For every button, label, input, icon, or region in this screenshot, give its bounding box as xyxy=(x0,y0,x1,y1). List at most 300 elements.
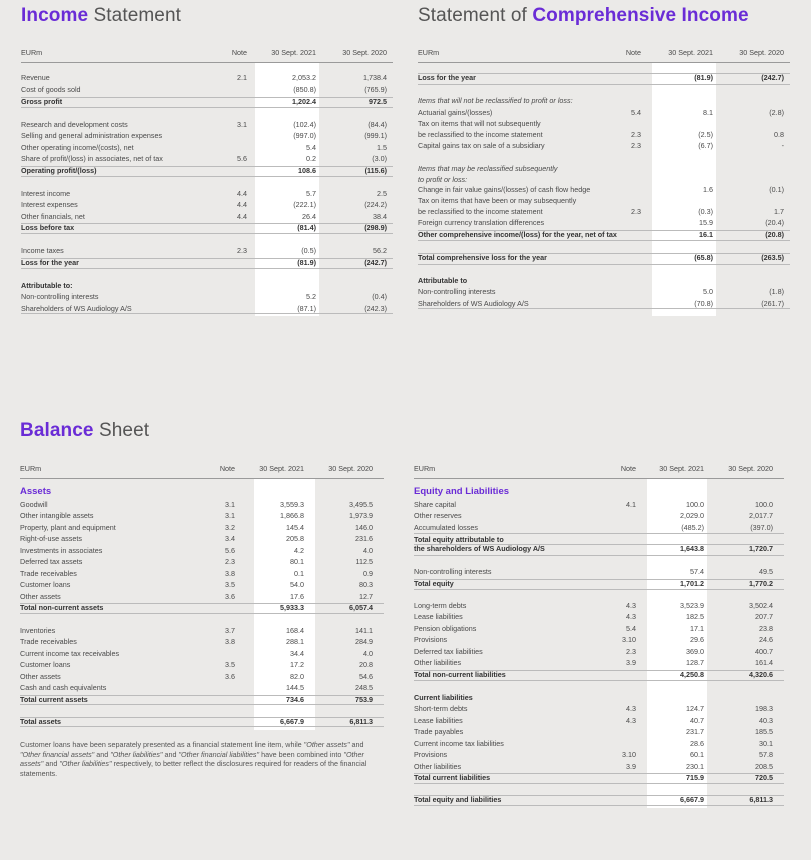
row-label: Investments in associates xyxy=(20,546,103,555)
header-2020: 30 Sept. 2020 xyxy=(739,48,784,57)
row-label: Operating profit/(loss) xyxy=(21,166,97,175)
value-2020: 1,973.9 xyxy=(349,511,373,520)
row-label: Non-controlling interests xyxy=(414,567,492,576)
section-rule xyxy=(414,680,784,681)
value-2020: (298.9) xyxy=(364,223,387,232)
row-label: Shareholders of WS Audiology A/S xyxy=(21,304,132,313)
header-2021: 30 Sept. 2021 xyxy=(259,464,304,473)
row-label: Capital gains tax on sale of a subsidiary xyxy=(418,141,545,150)
balance-footnote xyxy=(20,740,384,778)
value-2021: 144.5 xyxy=(286,683,304,692)
value-2021: 4.2 xyxy=(294,546,304,555)
value-2020: (242.7) xyxy=(364,258,387,267)
value-2021: (102.4) xyxy=(293,120,316,129)
value-2020: 40.3 xyxy=(759,716,773,725)
subtotal-rule xyxy=(418,230,790,231)
value-2020: (397.0) xyxy=(750,523,773,532)
row-note: 3.1 xyxy=(225,500,235,509)
row-label: Other liabilities xyxy=(414,762,462,771)
row-note: 3.2 xyxy=(225,523,235,532)
row-label: Total equity attributable to xyxy=(414,535,504,544)
value-2021: (87.1) xyxy=(297,304,316,313)
value-2021: 1,643.8 xyxy=(680,544,704,553)
balance-equity-liabilities-table xyxy=(414,460,784,808)
assets-section-title: Assets xyxy=(20,486,52,497)
value-2021: 54.0 xyxy=(290,580,304,589)
subtotal-rule xyxy=(414,579,784,580)
row-label: Interest expenses xyxy=(21,200,78,209)
header-rule xyxy=(414,478,784,479)
value-2021: (850.8) xyxy=(293,85,316,94)
value-2020: 4,320.6 xyxy=(749,670,773,679)
row-label: Items that will not be reclassified to profit or loss: xyxy=(418,96,573,105)
row-note: 3.10 xyxy=(622,635,636,644)
row-label: Trade receivables xyxy=(20,569,77,578)
value-2021: 26.4 xyxy=(302,212,316,221)
header-2020: 30 Sept. 2020 xyxy=(328,464,373,473)
row-label: Property, plant and equipment xyxy=(20,523,116,532)
section-rule xyxy=(21,107,393,108)
row-label: Total current assets xyxy=(20,695,88,704)
section-rule xyxy=(414,533,784,534)
subtotal-rule xyxy=(418,73,790,74)
value-2021: 28.6 xyxy=(690,739,704,748)
value-2020: 185.5 xyxy=(755,727,773,736)
value-2021: 29.6 xyxy=(690,635,704,644)
value-2020: (999.1) xyxy=(364,131,387,140)
row-label: Customer loans xyxy=(20,580,71,589)
row-label: Accumulated losses xyxy=(414,523,478,532)
value-2021: 1,701.2 xyxy=(680,579,704,588)
value-2020: (20.8) xyxy=(765,230,784,239)
value-2020: - xyxy=(781,141,784,150)
value-2020: 207.7 xyxy=(755,612,773,621)
subtotal-rule xyxy=(21,258,393,259)
row-label: Attributable to: xyxy=(21,281,73,290)
row-label: Shareholders of WS Audiology A/S xyxy=(418,299,529,308)
header-rule xyxy=(21,62,393,63)
row-label: Non-controlling interests xyxy=(21,292,99,301)
row-label: Tax on items that will not subsequently xyxy=(418,119,541,128)
value-2021: 60.1 xyxy=(690,750,704,759)
subtotal-rule xyxy=(414,544,784,545)
row-label: Other assets xyxy=(20,592,61,601)
section-rule xyxy=(418,264,790,265)
value-2021: 128.7 xyxy=(686,658,704,667)
row-label: Share of profit/(loss) in associates, net of tax xyxy=(21,154,163,163)
row-note: 4.3 xyxy=(626,704,636,713)
row-label: Current liabilities xyxy=(414,693,473,702)
value-2020: 30.1 xyxy=(759,739,773,748)
value-2020: 0.9 xyxy=(363,569,373,578)
row-label: Provisions xyxy=(414,750,448,759)
value-2021: 5.2 xyxy=(306,292,316,301)
value-2021: 6,667.9 xyxy=(680,795,704,804)
value-2021: 0.1 xyxy=(294,569,304,578)
row-note: 3.9 xyxy=(626,762,636,771)
section-rule xyxy=(20,613,384,614)
row-label: Selling and general administration expenses xyxy=(21,131,163,140)
value-2021: (0.3) xyxy=(698,207,713,216)
row-label: Share capital xyxy=(414,500,456,509)
row-label: Items that may be reclassified subsequently xyxy=(418,164,558,173)
header-2020: 30 Sept. 2020 xyxy=(728,464,773,473)
value-2021: 5.0 xyxy=(703,287,713,296)
value-2020: 1.5 xyxy=(377,143,387,152)
section-rule xyxy=(20,704,384,705)
value-2020: 1,720.7 xyxy=(749,544,773,553)
row-label: Gross profit xyxy=(21,97,63,106)
value-2021: (222.1) xyxy=(293,200,316,209)
value-2020: 6,811.3 xyxy=(349,717,373,726)
value-2020: 54.6 xyxy=(359,672,373,681)
footnote-fragment: and xyxy=(162,749,179,759)
row-label: Foreign currency translation differences xyxy=(418,218,545,227)
value-2020: 12.7 xyxy=(359,592,373,601)
row-label: Total assets xyxy=(20,717,62,726)
row-label: to profit or loss: xyxy=(418,175,468,184)
footnote-fragment: and xyxy=(94,749,111,759)
value-2021: 17.6 xyxy=(290,592,304,601)
balance-sheet-title: Balance Sheet xyxy=(20,420,150,441)
row-label: Trade receivables xyxy=(20,637,77,646)
footnote-fragment: respectively, to better reflect the disclosures required for readers of the financial statements. xyxy=(20,759,367,778)
row-note: 2.3 xyxy=(626,647,636,656)
subtotal-rule xyxy=(20,717,384,718)
value-2020: 112.5 xyxy=(355,557,373,566)
row-label: Customer loans xyxy=(20,660,71,669)
value-2020: 49.5 xyxy=(759,567,773,576)
footnote-fragment: "Other financial liabilities" xyxy=(178,749,260,759)
subtotal-rule xyxy=(414,795,784,796)
subtotal-rule xyxy=(20,603,384,604)
section-rule xyxy=(21,268,393,269)
row-note: 4.4 xyxy=(237,200,247,209)
subtotal-rule xyxy=(21,97,393,98)
row-note: 2.3 xyxy=(631,207,641,216)
value-2021: 231.7 xyxy=(686,727,704,736)
value-2021: 3,523.9 xyxy=(680,601,704,610)
row-note: 4.4 xyxy=(237,189,247,198)
value-2020: (84.4) xyxy=(368,120,387,129)
balance-assets-table xyxy=(20,460,384,730)
row-label: Inventories xyxy=(20,626,56,635)
value-2020: (20.4) xyxy=(765,218,784,227)
subtotal-rule xyxy=(414,670,784,671)
value-2020: (1.8) xyxy=(769,287,784,296)
header-rule xyxy=(20,478,384,479)
value-2021: (81.9) xyxy=(694,73,713,82)
footnote-fragment: have been combined into xyxy=(259,749,344,759)
section-rule xyxy=(414,805,784,806)
value-2021: 230.1 xyxy=(686,762,704,771)
value-2021: 57.4 xyxy=(690,567,704,576)
value-2021: (0.5) xyxy=(301,246,316,255)
value-2020: (115.6) xyxy=(364,166,387,175)
row-label: Other financials, net xyxy=(21,212,85,221)
value-2021: 715.9 xyxy=(686,773,704,782)
value-2020: (263.5) xyxy=(761,253,784,262)
value-2021: (997.0) xyxy=(293,131,316,140)
header-eurm: EURm xyxy=(20,464,42,473)
subtotal-rule xyxy=(21,166,393,167)
row-note: 4.3 xyxy=(626,716,636,725)
value-2020: 972.5 xyxy=(369,97,387,106)
value-2021: 1,202.4 xyxy=(292,97,316,106)
header-rule xyxy=(418,62,790,63)
row-label: Other assets xyxy=(20,672,61,681)
section-rule xyxy=(21,176,393,177)
row-label: Actuarial gains/(losses) xyxy=(418,108,493,117)
value-2021: 3,559.3 xyxy=(280,500,304,509)
row-note: 4.1 xyxy=(626,500,636,509)
value-2020: (2.8) xyxy=(769,108,784,117)
row-label: Attributable to xyxy=(418,276,468,285)
row-note: 3.10 xyxy=(622,750,636,759)
value-2020: 4.0 xyxy=(363,649,373,658)
header-note: Note xyxy=(625,48,641,57)
row-label: Loss for the year xyxy=(21,258,79,267)
row-note: 3.6 xyxy=(225,672,235,681)
row-label: Research and development costs xyxy=(21,120,128,129)
value-2021: 734.6 xyxy=(286,695,304,704)
value-2021: 15.9 xyxy=(699,218,713,227)
value-2020: 248.5 xyxy=(355,683,373,692)
value-2021: (81.4) xyxy=(297,223,316,232)
row-note: 5.4 xyxy=(631,108,641,117)
row-label: Cost of goods sold xyxy=(21,85,81,94)
row-note: 5.4 xyxy=(626,624,636,633)
row-label: Total non-current liabilities xyxy=(414,670,506,679)
row-label: Tax on items that have been or may subsequently xyxy=(418,196,577,205)
row-label: Loss before tax xyxy=(21,223,75,232)
section-rule xyxy=(418,240,790,241)
row-note: 3.4 xyxy=(225,534,235,543)
header-2020: 30 Sept. 2020 xyxy=(342,48,387,57)
value-2020: 1,738.4 xyxy=(363,73,387,82)
row-label: Lease liabilities xyxy=(414,716,463,725)
value-2020: 141.1 xyxy=(355,626,373,635)
row-label: Long-term debts xyxy=(414,601,467,610)
row-label: Total equity xyxy=(414,579,454,588)
value-2021: 145.4 xyxy=(286,523,304,532)
value-2021: 17.2 xyxy=(290,660,304,669)
value-2021: (485.2) xyxy=(681,523,704,532)
row-label: Deferred tax assets xyxy=(20,557,83,566)
value-2020: (224.2) xyxy=(364,200,387,209)
value-2021: (65.8) xyxy=(694,253,713,262)
row-label: the shareholders of WS Audiology A/S xyxy=(414,544,545,553)
value-2021: (2.5) xyxy=(698,130,713,139)
equity-liabilities-section-title: Equity and Liabilities xyxy=(414,486,510,497)
value-2021: 34.4 xyxy=(290,649,304,658)
subtotal-rule xyxy=(20,695,384,696)
value-2020: (765.9) xyxy=(364,85,387,94)
row-label: Total current liabilities xyxy=(414,773,491,782)
value-2020: 38.4 xyxy=(373,212,387,221)
comprehensive-income-title: Statement of Comprehensive Income xyxy=(418,5,749,26)
value-2020: 23.8 xyxy=(759,624,773,633)
footnote-fragment: "Other financial assets" xyxy=(20,749,95,759)
footnote-fragment: and xyxy=(43,759,60,769)
value-2020: 231.6 xyxy=(355,534,373,543)
row-label: be reclassified to the income statement xyxy=(418,130,543,139)
income-statement-table xyxy=(21,44,393,316)
row-label: Deferred tax liabilities xyxy=(414,647,483,656)
value-2020: 720.5 xyxy=(755,773,773,782)
row-label: Total non-current assets xyxy=(20,603,104,612)
value-2021: 40.7 xyxy=(690,716,704,725)
row-label: be reclassified to the income statement xyxy=(418,207,543,216)
value-2020: 2,017.7 xyxy=(749,511,773,520)
value-2021: 205.8 xyxy=(286,534,304,543)
value-2021: 1,866.8 xyxy=(280,511,304,520)
row-label: Income taxes xyxy=(21,246,64,255)
value-2021: 4,250.8 xyxy=(680,670,704,679)
footnote-fragment: "Other assets" xyxy=(20,749,364,769)
section-rule xyxy=(21,233,393,234)
value-2020: 753.9 xyxy=(355,695,373,704)
header-eurm: EURm xyxy=(414,464,436,473)
header-note: Note xyxy=(620,464,636,473)
section-rule xyxy=(418,308,790,309)
value-2020: 284.9 xyxy=(355,637,373,646)
value-2021: 0.2 xyxy=(306,154,316,163)
row-label: Total comprehensive loss for the year xyxy=(418,253,547,262)
section-rule xyxy=(418,84,790,85)
footnote-fragment: "Other liabilities" xyxy=(110,749,163,759)
subtotal-rule xyxy=(414,773,784,774)
value-2020: 198.3 xyxy=(755,704,773,713)
value-2020: (0.4) xyxy=(372,292,387,301)
value-2021: 182.5 xyxy=(686,612,704,621)
value-2021: 5,933.3 xyxy=(280,603,304,612)
value-2020: 1,770.2 xyxy=(749,579,773,588)
value-2020: 2.5 xyxy=(377,189,387,198)
row-label: Cash and cash equivalents xyxy=(20,683,107,692)
row-note: 2.3 xyxy=(237,246,247,255)
section-rule xyxy=(414,783,784,784)
value-2020: 1.7 xyxy=(774,207,784,216)
row-note: 2.1 xyxy=(237,73,247,82)
header-eurm: EURm xyxy=(418,48,440,57)
value-2020: 6,057.4 xyxy=(349,603,373,612)
value-2021: (70.8) xyxy=(694,299,713,308)
row-label: Other intangible assets xyxy=(20,511,94,520)
value-2020: 4.0 xyxy=(363,546,373,555)
value-2021: 16.1 xyxy=(699,230,713,239)
footnote-fragment: "Other liabilities" xyxy=(59,759,112,769)
value-2020: 0.8 xyxy=(774,130,784,139)
row-note: 3.9 xyxy=(626,658,636,667)
row-note: 2.3 xyxy=(631,130,641,139)
footnote-fragment: Customer loans have been separately presented as a financial statement line item, while xyxy=(20,740,304,749)
row-note: 3.8 xyxy=(225,569,235,578)
row-note: 4.4 xyxy=(237,212,247,221)
row-label: Loss for the year xyxy=(418,73,476,82)
section-rule xyxy=(414,589,784,590)
row-label: Other comprehensive income/(loss) for the year, net of tax xyxy=(418,230,617,239)
header-2021: 30 Sept. 2021 xyxy=(659,464,704,473)
value-2020: (0.1) xyxy=(769,185,784,194)
section-rule xyxy=(20,726,384,727)
row-label: Pension obligations xyxy=(414,624,477,633)
row-label: Short-term debts xyxy=(414,704,468,713)
value-2021: 6,667.9 xyxy=(280,717,304,726)
row-note: 3.7 xyxy=(225,626,235,635)
value-2020: (261.7) xyxy=(761,299,784,308)
row-note: 3.5 xyxy=(225,580,235,589)
row-note: 4.3 xyxy=(626,601,636,610)
row-label: Other operating income/(costs), net xyxy=(21,143,134,152)
header-note: Note xyxy=(231,48,247,57)
value-2020: 57.8 xyxy=(759,750,773,759)
value-2021: 2,029.0 xyxy=(680,511,704,520)
value-2020: 3,502.4 xyxy=(749,601,773,610)
header-2021: 30 Sept. 2021 xyxy=(271,48,316,57)
row-note: 2.3 xyxy=(631,141,641,150)
row-label: Change in fair value gains/(losses) of cash flow hedge xyxy=(418,185,591,194)
row-note: 5.6 xyxy=(225,546,235,555)
header-note: Note xyxy=(219,464,235,473)
value-2020: 208.5 xyxy=(755,762,773,771)
row-label: Revenue xyxy=(21,73,50,82)
row-label: Other reserves xyxy=(414,511,462,520)
value-2021: 8.1 xyxy=(703,108,713,117)
row-note: 3.8 xyxy=(225,637,235,646)
row-note: 3.5 xyxy=(225,660,235,669)
value-2021: 100.0 xyxy=(686,500,704,509)
value-2020: 56.2 xyxy=(373,246,387,255)
row-label: Current income tax liabilities xyxy=(414,739,504,748)
value-2020: 6,811.3 xyxy=(749,795,773,804)
value-2020: (3.0) xyxy=(372,154,387,163)
section-rule xyxy=(414,555,784,556)
section-rule xyxy=(21,313,393,314)
value-2021: 82.0 xyxy=(290,672,304,681)
value-2020: 20.8 xyxy=(359,660,373,669)
row-label: Goodwill xyxy=(20,500,48,509)
value-2021: 369.0 xyxy=(686,647,704,656)
comprehensive-income-table xyxy=(418,44,790,316)
row-note: 5.6 xyxy=(237,154,247,163)
row-note: 2.3 xyxy=(225,557,235,566)
value-2021: 17.1 xyxy=(690,624,704,633)
value-2021: 1.6 xyxy=(703,185,713,194)
footnote-fragment: and xyxy=(349,740,364,749)
row-label: Total equity and liabilities xyxy=(414,795,502,804)
row-label: Other liabilities xyxy=(414,658,462,667)
value-2021: 5.7 xyxy=(306,189,316,198)
value-2021: (81.9) xyxy=(297,258,316,267)
row-note: 3.6 xyxy=(225,592,235,601)
row-label: Interest income xyxy=(21,189,71,198)
value-2021: 124.7 xyxy=(686,704,704,713)
value-2020: 400.7 xyxy=(755,647,773,656)
subtotal-rule xyxy=(21,223,393,224)
value-2020: 100.0 xyxy=(755,500,773,509)
header-2021: 30 Sept. 2021 xyxy=(668,48,713,57)
value-2020: (242.3) xyxy=(364,304,387,313)
value-2021: 108.6 xyxy=(298,166,316,175)
value-2020: 80.3 xyxy=(359,580,373,589)
value-2020: (242.7) xyxy=(761,73,784,82)
value-2021: 2,053.2 xyxy=(292,73,316,82)
value-2021: 80.1 xyxy=(290,557,304,566)
footnote-fragment: "Other assets" xyxy=(303,740,350,749)
row-label: Lease liabilities xyxy=(414,612,463,621)
row-note: 3.1 xyxy=(237,120,247,129)
